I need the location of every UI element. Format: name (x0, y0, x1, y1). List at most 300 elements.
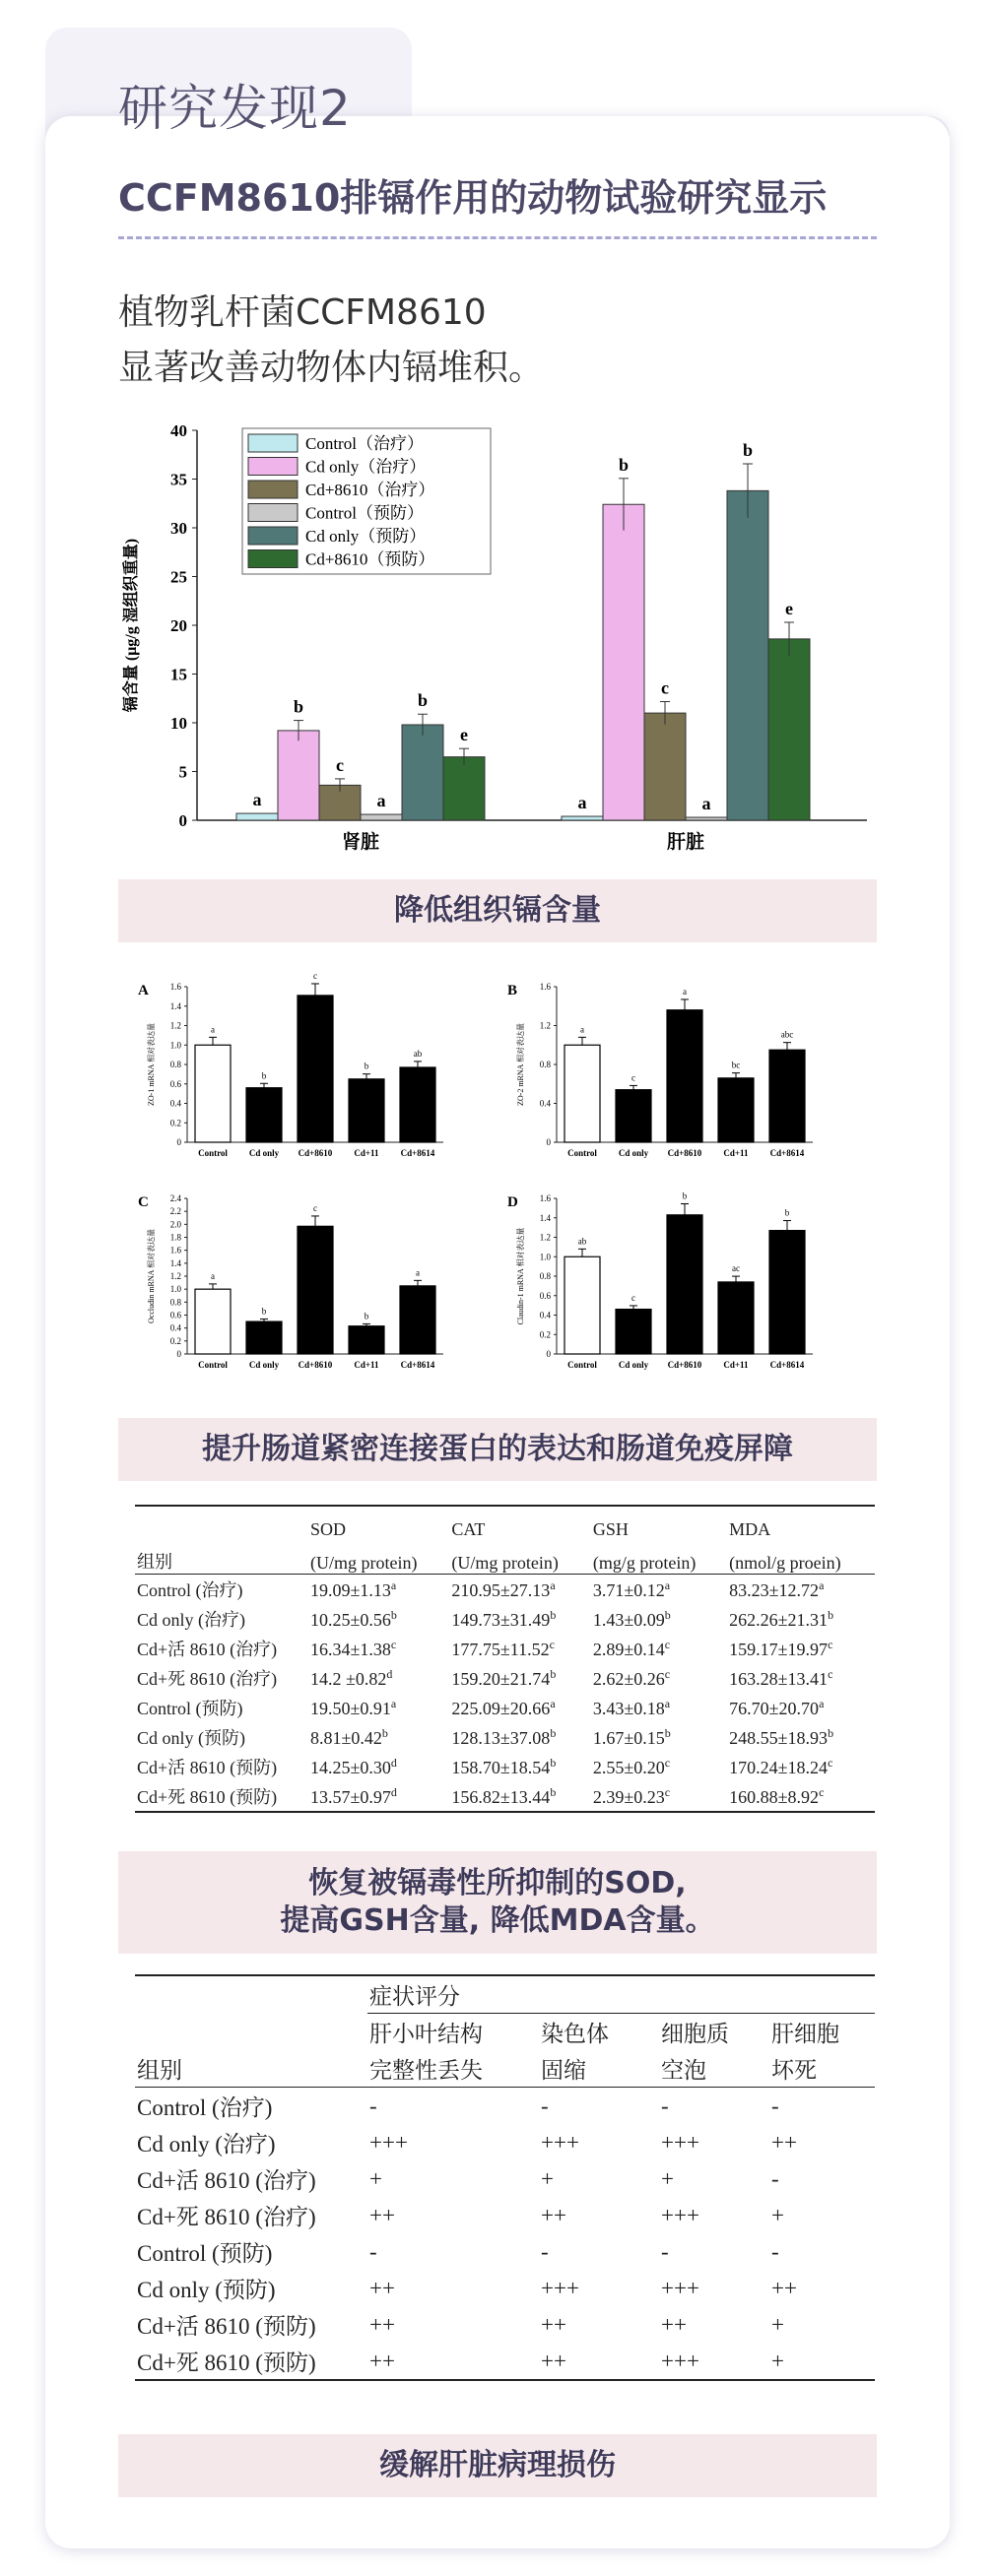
panel-category-label: Cd+11 (723, 1148, 749, 1158)
table1-value-cell: 83.23±12.72$^a$ (727, 1575, 875, 1605)
table2-score-cell: - (661, 2093, 669, 2118)
chart1-legend-swatch (248, 434, 298, 452)
chart1-ytick-label: 20 (170, 616, 187, 635)
table1-sig-letter: c (390, 1637, 397, 1651)
table2-score-cell: ++ (541, 2311, 566, 2337)
table1-header-row-units (135, 1540, 875, 1575)
table1-value-cell: 225.09±20.66$^a$ (451, 1696, 556, 1718)
table1-value-cell: 156.82±13.44$^b$ (449, 1781, 590, 1812)
table2-score-cell: ++ (369, 2275, 395, 2300)
table1-value-cell: 2.39±0.23$^c$ (591, 1781, 727, 1812)
table2-header-2b: 固缩 (539, 2050, 659, 2088)
table2-score-cell: + (769, 2343, 875, 2380)
chart1-ytick-label: 30 (170, 519, 187, 538)
chart1-bar (686, 817, 727, 820)
table2-row (135, 2197, 875, 2233)
panel-ytick-label: 0.2 (169, 1335, 181, 1346)
panel-category-label: Cd+8610 (298, 1360, 333, 1370)
panel-ytick-label: 0 (176, 1137, 181, 1147)
panel-category-label: Control (198, 1148, 228, 1158)
chart1-ytick-label: 35 (170, 470, 187, 489)
table2-group-cell: Cd+死 8610 (预防) (135, 2343, 367, 2380)
panel-A (138, 973, 443, 1158)
table1-value-cell: 248.55±18.93$^b$ (729, 1725, 834, 1748)
panel-ylabel: Claudin-1 mRNA 相对表达量 (516, 1227, 525, 1325)
table1-header-sod: SOD (308, 1506, 449, 1540)
table2-score-cell: + (661, 2165, 674, 2191)
table1-value-cell: 159.17±19.97$^c$ (729, 1637, 833, 1659)
table2-score-cell: ++ (369, 2202, 395, 2227)
panel-ytick-label: 2.4 (169, 1193, 181, 1203)
table2-score-cell: - (541, 2093, 549, 2118)
chart1-ytick-label: 5 (178, 762, 187, 782)
table1-row (135, 1722, 875, 1752)
table1-value-cell: 128.13±37.08$^b$ (451, 1725, 557, 1748)
panel-sig-letter: b (784, 1207, 790, 1218)
table1-sig-letter: a (664, 1696, 671, 1710)
table1-value-cell: 210.95±27.13$^a$ (449, 1575, 590, 1605)
table1-group-label: 组别 (137, 1552, 172, 1572)
chart1-sig-letter: e (460, 725, 468, 745)
panel-bar (298, 996, 333, 1142)
panel-ytick-label: 0.8 (169, 1060, 181, 1069)
table1-sig-letter: c (664, 1784, 671, 1799)
panel-sig-letter: a (580, 1024, 584, 1035)
table2-group-cell: Control (治疗) (137, 2095, 273, 2120)
caption-band-1: 降低组织镉含量 (118, 879, 877, 942)
antioxidant-table (135, 1505, 875, 1813)
table1-sig-letter: a (819, 1578, 825, 1592)
table2-score-cell: ++ (771, 2129, 797, 2155)
table2-score-cell: + (541, 2165, 554, 2191)
panel-bar (246, 1321, 282, 1354)
table1-value-cell: 1.67±0.15$^b$ (592, 1725, 671, 1748)
panel-category-label: Control (567, 1148, 597, 1158)
table1-sig-letter: b (550, 1607, 557, 1622)
caption-band-4: 缓解肝脏病理损伤 (118, 2434, 877, 2497)
panel-B (507, 982, 813, 1158)
panel-ytick-label: 1.0 (169, 1040, 181, 1051)
table1-sig-letter: c (664, 1755, 671, 1770)
table2-score-cell: ++ (539, 2343, 659, 2380)
chart1-sig-letter: a (577, 793, 587, 813)
table1-row (135, 1575, 875, 1605)
panel-sig-letter: b (261, 1306, 267, 1317)
table1-unit-sod: (U/mg protein) (310, 1553, 418, 1573)
table2-score-cell: + (771, 2311, 784, 2337)
panel-ylabel: Occludin mRNA 相对表达量 (147, 1229, 156, 1323)
table1-value-cell: 2.89±0.14$^c$ (592, 1637, 671, 1659)
panel-letter: D (507, 1194, 518, 1210)
table1-sig-letter: c (819, 1784, 825, 1799)
chart1-sig-letter: b (742, 439, 754, 460)
table2-score-cell: +++ (661, 2275, 699, 2300)
table1-sig-letter: b (828, 1725, 834, 1740)
table1-group-cell: Cd+死 8610 (治疗) (137, 1669, 278, 1689)
table1-unit-mda: (nmol/g proein) (729, 1553, 841, 1573)
table1-group-cell: Cd only (预防) (137, 1728, 245, 1748)
panel-ytick-label: 1.2 (169, 1020, 181, 1031)
table1-row (135, 1634, 875, 1663)
table1-sig-letter: d (390, 1755, 397, 1770)
table2-score-cell: + (771, 2202, 784, 2227)
table2-group-cell: Cd only (治疗) (137, 2132, 276, 2157)
panel-bar (616, 1310, 651, 1354)
panel-sig-letter: a (683, 986, 687, 997)
table2-score-cell: ++ (541, 2202, 566, 2227)
headline: CCFM8610排镉作用的动物试验研究显示 (118, 176, 828, 220)
table1-sig-letter: a (664, 1578, 671, 1592)
table1-row (135, 1693, 875, 1722)
chart1-category-label: 肝脏 (666, 832, 705, 853)
table2-score-cell: +++ (369, 2129, 408, 2155)
panel-C (138, 1193, 443, 1370)
table2-row (135, 2306, 875, 2343)
table1-row (135, 1752, 875, 1781)
table1-value-cell: 14.25±0.30$^d$ (310, 1755, 397, 1777)
panel-ytick-label: 0.8 (169, 1297, 181, 1308)
chart1-sig-letter: a (376, 791, 386, 811)
table1-value-cell: 13.57±0.97$^d$ (308, 1781, 449, 1812)
chart1-bar (562, 816, 603, 820)
table2-score-cell: - (661, 2238, 669, 2264)
table1-sig-letter: a (819, 1696, 825, 1710)
panel-sig-letter: bc (731, 1060, 741, 1070)
panel-bar (667, 1215, 702, 1354)
panel-ytick-label: 1.6 (539, 982, 551, 992)
table1-value-cell: 159.20±21.74$^b$ (451, 1666, 557, 1689)
panel-sig-letter: b (261, 1070, 267, 1081)
table1-value-cell: 3.43±0.18$^a$ (592, 1696, 671, 1718)
chart1-ylabel: 镉含量 (μg/g 湿组织重量) (123, 538, 140, 713)
panel-ytick-label: 0.6 (169, 1310, 181, 1320)
table2-header-row-2 (135, 2050, 875, 2088)
table2-score-cell: +++ (541, 2275, 579, 2300)
table1-value-cell: 76.70±20.70$^a$ (729, 1696, 825, 1718)
panel-ytick-label: 0.2 (539, 1329, 551, 1340)
chart1-ytick-label: 25 (170, 567, 187, 587)
panel-category-label: Cd only (618, 1148, 649, 1158)
table2-score-cell: ++ (369, 2311, 395, 2337)
table1-group-cell: Control (预防) (137, 1699, 243, 1718)
panel-ytick-label: 0.8 (539, 1060, 551, 1069)
panel-bar (400, 1286, 435, 1354)
table2-score-cell: - (369, 2238, 377, 2264)
chart1-legend-swatch (248, 504, 298, 522)
table1-row (135, 1663, 875, 1693)
table1-sig-letter: b (664, 1725, 671, 1740)
table1-sig-letter: b (550, 1666, 557, 1681)
table1-sig-letter: a (550, 1696, 556, 1710)
caption-3-line-2: 提高GSH含量, 降低MDA含量。 (280, 1903, 715, 1938)
chart1-legend-label: Control（预防） (305, 503, 424, 523)
panel-bar (564, 1256, 600, 1354)
table1-sig-letter: b (550, 1784, 557, 1799)
panel-ylabel: ZO-2 mRNA 相对表达量 (516, 1023, 525, 1106)
table2-row (135, 2088, 875, 2125)
table2-score-cell: ++ (661, 2311, 687, 2337)
intro-text (118, 286, 544, 396)
table1-unit-cat: (U/mg protein) (451, 1553, 559, 1573)
panel-ytick-label: 1.6 (169, 982, 181, 992)
chart1-sig-letter: a (252, 790, 262, 810)
panel-ytick-label: 1.4 (169, 1257, 181, 1268)
panel-sig-letter: b (682, 1191, 688, 1201)
table1-sig-letter: c (828, 1666, 833, 1681)
table2-score-cell: +++ (541, 2129, 579, 2155)
table1-sig-letter: c (664, 1666, 671, 1681)
caption-3-line-1: 恢复被镉毒性所抑制的SOD, (308, 1866, 687, 1900)
panel-sig-letter: a (211, 1270, 215, 1281)
chart1-ytick-label: 15 (170, 665, 187, 684)
panel-bar (349, 1079, 384, 1142)
panel-ytick-label: 0.4 (169, 1098, 181, 1109)
panel-letter: B (507, 983, 518, 998)
panel-bar (246, 1088, 282, 1142)
chart1-bar (402, 725, 443, 820)
table2-row (135, 2124, 875, 2160)
table2-score-cell: +++ (661, 2129, 699, 2155)
panel-sig-letter: ac (732, 1263, 740, 1274)
panel-category-label: Cd+8610 (667, 1360, 702, 1370)
table2-header-2: 染色体 (541, 2022, 609, 2046)
panel-bar (718, 1078, 754, 1142)
panel-ytick-label: 0.2 (169, 1118, 181, 1128)
panel-bar (616, 1090, 651, 1142)
table2-score-cell: - (541, 2238, 549, 2264)
panel-ytick-label: 1.4 (169, 1000, 181, 1011)
panel-bar (400, 1067, 435, 1142)
table2-header-row-1 (135, 2014, 875, 2051)
chart1-ytick-label: 40 (170, 421, 187, 440)
table1-value-cell: 170.24±18.24$^c$ (729, 1755, 833, 1777)
table1-sig-letter: d (390, 1784, 397, 1799)
panel-ytick-label: 1.2 (539, 1232, 551, 1243)
panel-category-label: Cd+11 (723, 1360, 749, 1370)
panel-ytick-label: 0 (546, 1349, 551, 1359)
chart1-sig-letter: e (785, 599, 793, 619)
panel-bar (195, 1045, 231, 1142)
table1-group-cell: Cd+死 8610 (预防) (135, 1781, 308, 1812)
table2-row (135, 2343, 875, 2380)
table1-value-cell: 14.2 ±0.82$^d$ (310, 1666, 393, 1689)
caption-band-3 (118, 1851, 877, 1954)
table1-row (135, 1781, 875, 1812)
table1-sig-letter: b (550, 1725, 557, 1740)
chart1-legend-label: Cd+8610（治疗） (305, 481, 435, 499)
table2-score-cell: - (771, 2093, 779, 2118)
panel-bar (298, 1226, 333, 1354)
table1-value-cell: 158.70±18.54$^b$ (451, 1755, 557, 1777)
table2-super-header: 症状评分 (367, 1975, 875, 2014)
panel-ytick-label: 1.0 (169, 1284, 181, 1295)
chart1-legend (242, 428, 491, 574)
table1-sig-letter: a (550, 1578, 556, 1592)
panel-category-label: Cd only (618, 1360, 649, 1370)
panel-sig-letter: c (631, 1072, 635, 1083)
table1-sig-letter: c (828, 1755, 833, 1770)
table2-group-cell: Cd+活 8610 (治疗) (137, 2168, 316, 2193)
table2-header-1b: 完整性丢失 (367, 2050, 539, 2088)
intro-line-1: 植物乳杆菌CCFM8610 (118, 292, 487, 333)
table2-header-4: 肝细胞 (771, 2022, 839, 2046)
chart1-category-label: 肾脏 (341, 832, 380, 853)
table1-header-row (135, 1506, 875, 1540)
panel-category-label: Cd+11 (354, 1360, 379, 1370)
chart1-legend-label: Cd only（预防） (305, 527, 427, 546)
panel-category-label: Control (567, 1360, 597, 1370)
liver-pathology-table (135, 1974, 875, 2381)
table1-header-cat: CAT (449, 1506, 590, 1540)
table2-row (135, 2160, 875, 2197)
chart1-bar (443, 757, 485, 820)
chart1-legend-swatch (248, 481, 298, 498)
panel-ytick-label: 2.0 (169, 1219, 181, 1230)
panel-bar (349, 1326, 384, 1354)
chart1-sig-letter: b (293, 696, 304, 717)
panel-ytick-label: 0.4 (169, 1322, 181, 1333)
panel-ytick-label: 1.0 (539, 1252, 551, 1262)
panel-category-label: Cd+8614 (400, 1360, 435, 1370)
chart1-sig-letter: c (336, 754, 344, 775)
table1-group-cell: Cd only (治疗) (137, 1610, 245, 1630)
table2-super-header-row (135, 1975, 875, 2014)
table1-header-mda: MDA (727, 1506, 875, 1540)
table1-value-cell: 19.09±1.13$^a$ (308, 1575, 449, 1605)
panel-D (507, 1191, 813, 1370)
panel-ytick-label: 1.2 (169, 1271, 181, 1281)
table1-value-cell: 177.75±11.52$^c$ (451, 1637, 555, 1659)
table2-row (135, 2233, 875, 2270)
dashed-divider (118, 236, 877, 239)
panel-sig-letter: c (631, 1292, 635, 1303)
table1-sig-letter: a (390, 1578, 397, 1592)
chart1-bar (361, 814, 402, 820)
panel-ytick-label: 0 (546, 1137, 551, 1147)
panel-sig-letter: ab (413, 1048, 423, 1059)
panel-ytick-label: 0.6 (539, 1290, 551, 1301)
tight-junction-charts (118, 973, 877, 1406)
panel-sig-letter: b (364, 1061, 369, 1071)
table2-group-cell: Cd+活 8610 (预防) (137, 2314, 316, 2339)
panel-ytick-label: 0 (176, 1349, 181, 1359)
table1-value-cell: 3.71±0.12$^a$ (591, 1575, 727, 1605)
chart1-sig-letter: b (417, 690, 429, 711)
panel-ytick-label: 1.2 (539, 1020, 551, 1031)
table1-sig-letter: b (664, 1607, 671, 1622)
panel-ytick-label: 2.2 (169, 1206, 181, 1217)
table1-value-cell: 2.55±0.20$^c$ (592, 1755, 671, 1777)
chart1-legend-swatch (248, 527, 298, 545)
panel-category-label: Cd+8610 (298, 1148, 333, 1158)
table2-header-1: 肝小叶结构 (369, 2022, 483, 2046)
panel-bar (667, 1010, 702, 1142)
table1-row (135, 1604, 875, 1634)
table2-score-cell: - (369, 2093, 377, 2118)
table2-score-cell: ++ (367, 2343, 539, 2380)
section-tab-title: 研究发现2 (118, 80, 352, 137)
chart1-sig-letter: c (661, 677, 669, 698)
panel-bar (718, 1282, 754, 1354)
panel-category-label: Cd+8614 (769, 1148, 805, 1158)
panel-ytick-label: 0.8 (539, 1271, 551, 1281)
panel-letter: C (138, 1194, 149, 1210)
table2-score-cell: ++ (771, 2275, 797, 2300)
table1-sig-letter: c (828, 1637, 833, 1651)
chart1-legend-label: Cd+8610（预防） (305, 549, 435, 569)
chart1-ytick-label: 0 (178, 811, 187, 830)
panel-sig-letter: c (313, 1202, 317, 1213)
panel-category-label: Cd+8614 (400, 1148, 435, 1158)
panel-ytick-label: 1.4 (539, 1212, 551, 1223)
chart1-sig-letter: a (701, 794, 711, 814)
panel-ylabel: ZO-1 mRNA 相对表达量 (147, 1023, 156, 1106)
table2-group-cell: Cd+死 8610 (治疗) (137, 2205, 316, 2229)
table2-group-cell: Cd only (预防) (137, 2278, 276, 2302)
table2-score-cell: +++ (659, 2343, 769, 2380)
table2-score-cell: - (771, 2238, 779, 2264)
chart1-bar (278, 731, 319, 820)
chart1-bar (644, 713, 686, 820)
table1-sig-letter: b (381, 1725, 388, 1740)
table1-group-cell: Control (治疗) (135, 1575, 308, 1605)
panel-sig-letter: abc (780, 1029, 794, 1040)
panel-category-label: Cd+8614 (769, 1360, 805, 1370)
intro-line-2: 显著改善动物体内镉堆积。 (118, 348, 545, 388)
table2-score-cell: + (369, 2165, 382, 2191)
panel-bar (564, 1045, 600, 1142)
panel-bar (769, 1231, 805, 1354)
chart1-ytick-label: 10 (170, 714, 187, 733)
panel-category-label: Cd only (248, 1148, 280, 1158)
table1-sig-letter: a (390, 1696, 397, 1710)
table1-group-cell: Cd+活 8610 (治疗) (137, 1640, 278, 1659)
panel-sig-letter: a (416, 1267, 420, 1278)
panel-sig-letter: ab (577, 1236, 587, 1247)
chart1-sig-letter: b (618, 454, 630, 475)
table1-header-gsh: GSH (591, 1506, 727, 1540)
table1-sig-letter: c (664, 1637, 671, 1651)
table2-header-3b: 空泡 (659, 2050, 769, 2088)
table1-group-header (135, 1506, 308, 1540)
table1-sig-letter: c (549, 1637, 555, 1651)
table2-group-header: 组别 (135, 2050, 367, 2088)
table1-value-cell: 163.28±13.41$^c$ (729, 1666, 833, 1689)
table1-value-cell: 16.34±1.38$^c$ (310, 1637, 397, 1659)
table1-value-cell: 160.88±8.92$^c$ (727, 1781, 875, 1812)
panel-ytick-label: 0.6 (169, 1078, 181, 1089)
panel-bar (769, 1050, 805, 1142)
table1-value-cell: 149.73±31.49$^b$ (451, 1607, 557, 1630)
table1-sig-letter: b (550, 1755, 557, 1770)
panel-ytick-label: 1.8 (169, 1232, 181, 1243)
table2-header-3: 细胞质 (661, 2022, 729, 2046)
chart1-bar (727, 490, 768, 820)
chart1-bar (603, 504, 644, 820)
table1-unit-gsh: (mg/g protein) (592, 1553, 697, 1573)
chart1-legend-swatch (248, 550, 298, 568)
cadmium-bar-chart (118, 419, 877, 871)
table1-value-cell: 19.50±0.91$^a$ (310, 1696, 397, 1718)
table2-header-4b: 坏死 (769, 2050, 875, 2088)
chart1-bar (768, 639, 810, 820)
table2-score-cell: +++ (661, 2202, 699, 2227)
panel-ytick-label: 1.6 (169, 1245, 181, 1256)
panel-sig-letter: a (211, 1024, 215, 1035)
table1-sig-letter: b (390, 1607, 397, 1622)
chart1-legend-label: Cd only（治疗） (305, 457, 427, 477)
chart1-legend-swatch (248, 458, 298, 476)
